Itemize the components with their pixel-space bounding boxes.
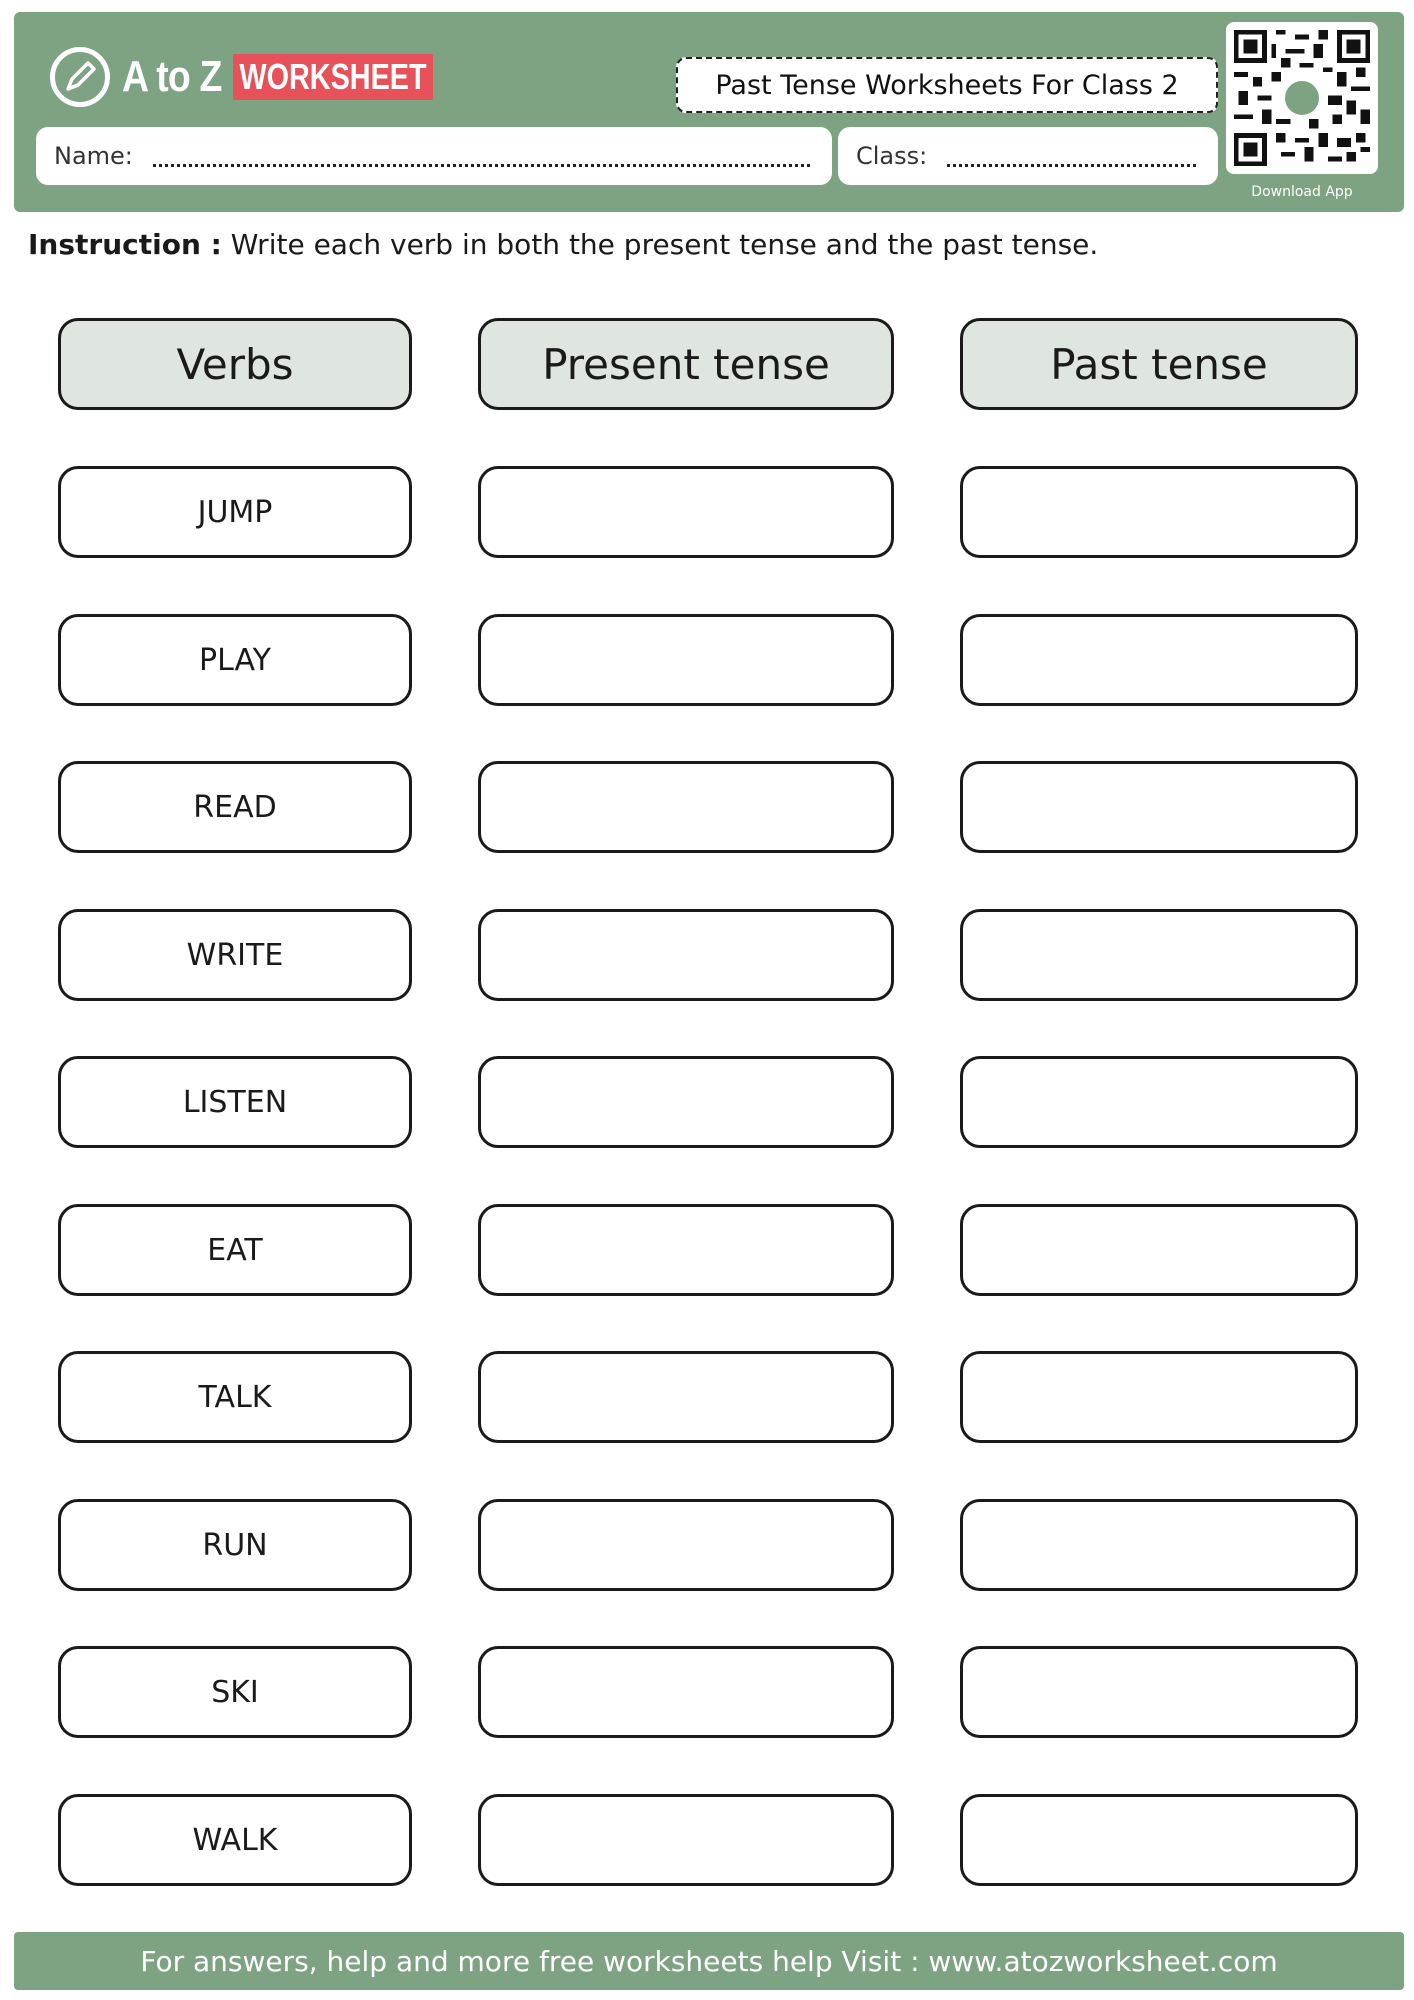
present-tense-answer-box[interactable] xyxy=(478,1204,894,1296)
verb-cell: EAT xyxy=(58,1204,412,1296)
verb-cell: PLAY xyxy=(58,614,412,706)
past-tense-answer-box[interactable] xyxy=(960,614,1358,706)
footer-text: For answers, help and more free worksheets help Visit : www.atozworksheet.com xyxy=(140,1944,1278,1978)
column-header-verbs: Verbs xyxy=(58,318,412,410)
brand-logo[interactable] xyxy=(50,42,483,112)
column-header-present-tense: Present tense xyxy=(478,318,894,410)
present-tense-answer-box[interactable] xyxy=(478,614,894,706)
present-tense-answer-box[interactable] xyxy=(478,1794,894,1886)
past-tense-answer-box[interactable] xyxy=(960,1204,1358,1296)
verb-cell: TALK xyxy=(58,1351,412,1443)
header-banner xyxy=(14,12,1404,212)
qr-center-logo-icon xyxy=(1282,78,1322,118)
pencil-logo-icon xyxy=(50,47,110,107)
download-app-label: Download App xyxy=(1251,184,1353,200)
verb-cell: SKI xyxy=(58,1646,412,1738)
qr-code-icon xyxy=(1226,22,1378,174)
past-tense-answer-box[interactable] xyxy=(960,761,1358,853)
verb-cell: LISTEN xyxy=(58,1056,412,1148)
column-header-past-tense: Past tense xyxy=(960,318,1358,410)
present-tense-answer-box[interactable] xyxy=(478,909,894,1001)
name-dotted-line xyxy=(153,164,810,167)
past-tense-answer-box[interactable] xyxy=(960,1499,1358,1591)
past-tense-answer-box[interactable] xyxy=(960,1646,1358,1738)
instruction-label: Instruction : xyxy=(28,228,222,261)
instruction xyxy=(28,228,1098,261)
instruction-text: Write each verb in both the present tense and the past tense. xyxy=(230,228,1099,261)
qr-code-block[interactable] xyxy=(1226,22,1388,200)
class-field[interactable] xyxy=(838,127,1218,185)
verb-cell: RUN xyxy=(58,1499,412,1591)
present-tense-answer-box[interactable] xyxy=(478,1056,894,1148)
present-tense-answer-box[interactable] xyxy=(478,1499,894,1591)
present-tense-answer-box[interactable] xyxy=(478,761,894,853)
present-tense-answer-box[interactable] xyxy=(478,1646,894,1738)
name-label: Name: xyxy=(54,142,133,170)
present-tense-answer-box[interactable] xyxy=(478,466,894,558)
past-tense-answer-box[interactable] xyxy=(960,1794,1358,1886)
verb-cell: WALK xyxy=(58,1794,412,1886)
verb-cell: JUMP xyxy=(58,466,412,558)
past-tense-answer-box[interactable] xyxy=(960,909,1358,1001)
name-field[interactable] xyxy=(36,127,832,185)
past-tense-answer-box[interactable] xyxy=(960,1351,1358,1443)
past-tense-answer-box[interactable] xyxy=(960,1056,1358,1148)
class-label: Class: xyxy=(856,142,928,170)
verb-cell: WRITE xyxy=(58,909,412,1001)
logo-text-atoz: A to Z xyxy=(122,52,222,101)
past-tense-answer-box[interactable] xyxy=(960,466,1358,558)
class-dotted-line xyxy=(947,164,1196,167)
footer-banner xyxy=(14,1932,1404,1990)
present-tense-answer-box[interactable] xyxy=(478,1351,894,1443)
logo-text-worksheet: WORKSHEET xyxy=(233,54,433,100)
verb-cell: READ xyxy=(58,761,412,853)
worksheet-title: Past Tense Worksheets For Class 2 xyxy=(676,57,1218,113)
